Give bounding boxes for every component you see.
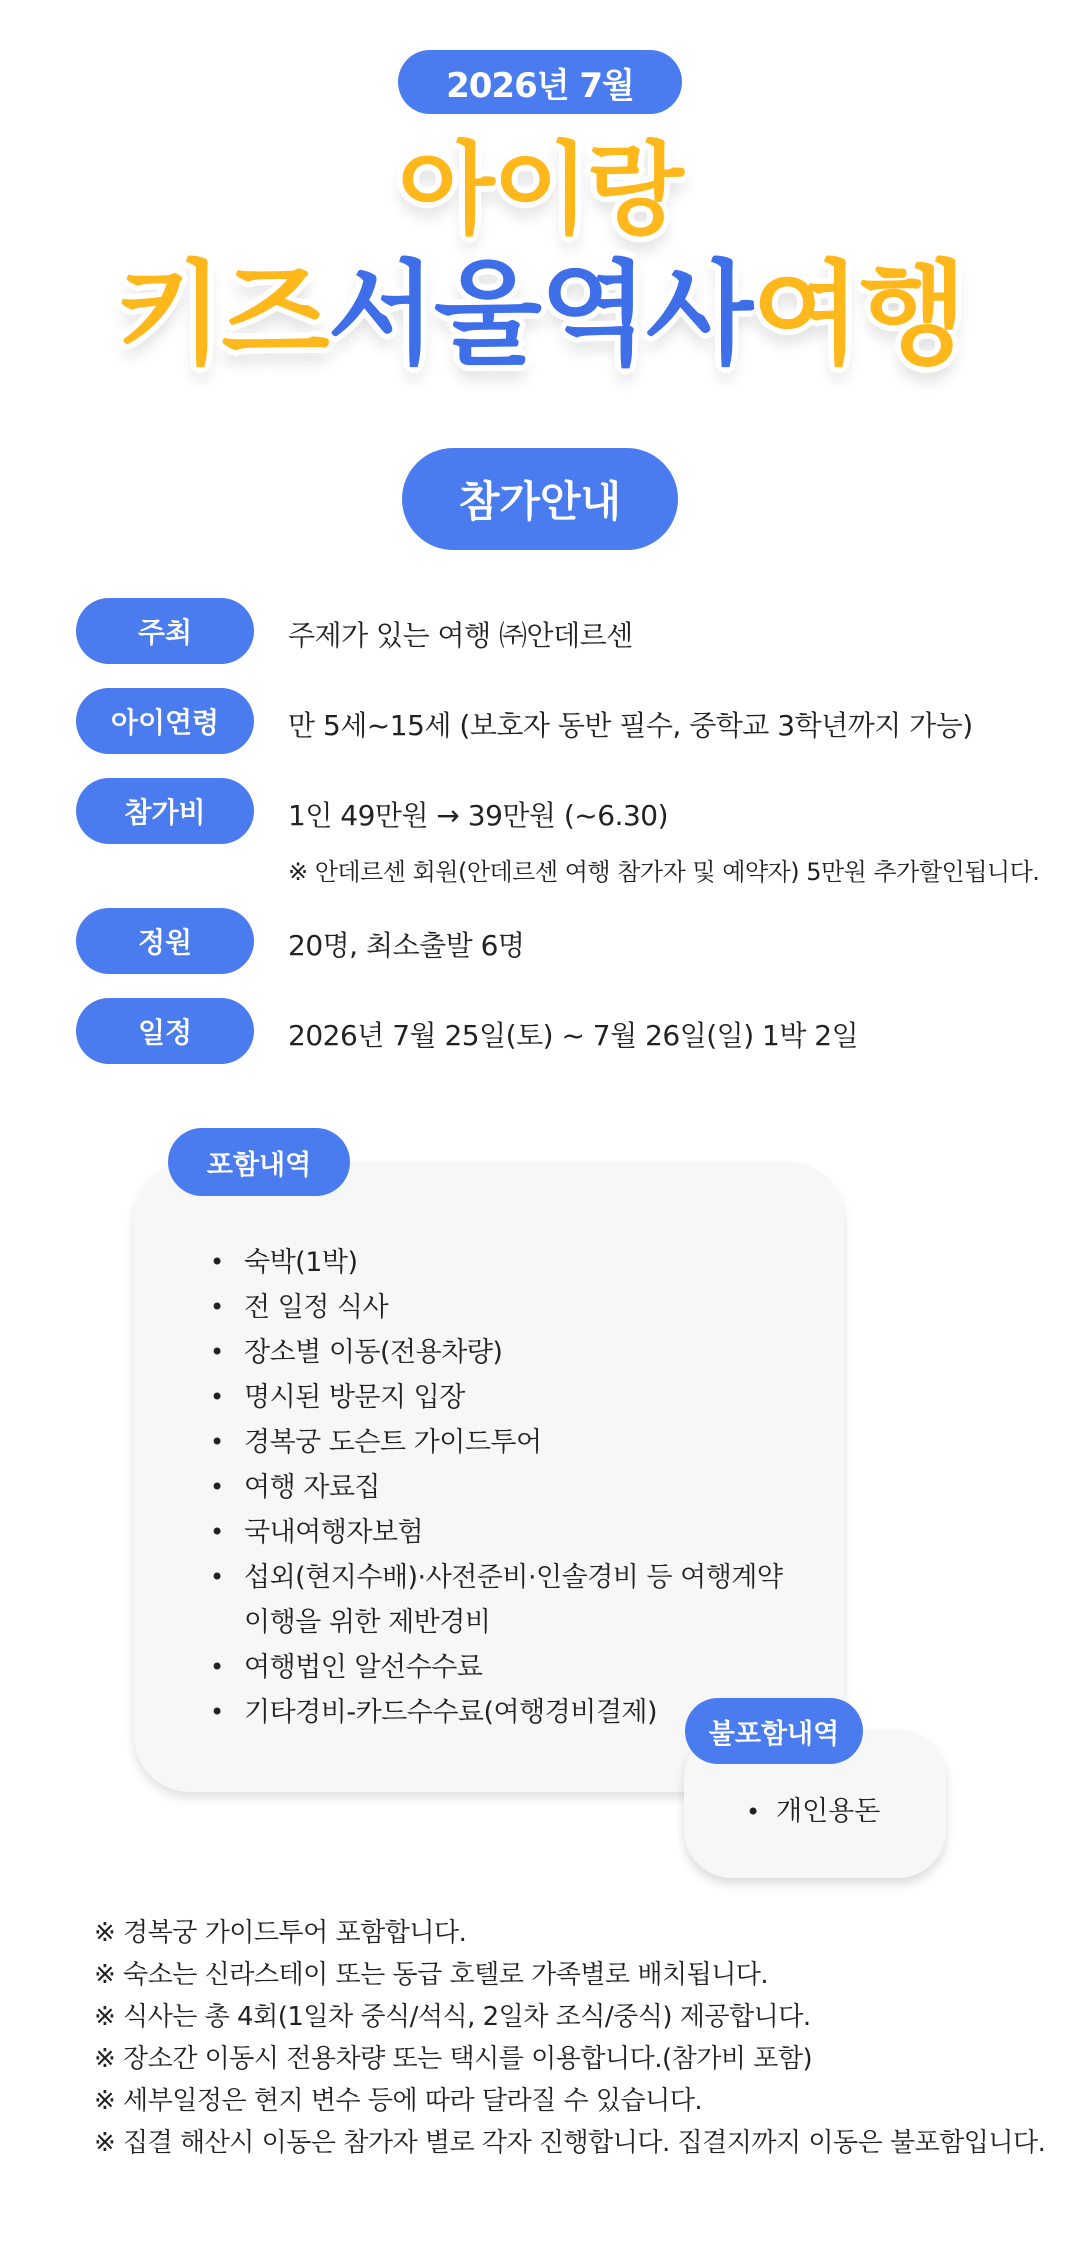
info-value-fee: 1인 49만원 → 39만원 (~6.30): [288, 799, 669, 832]
note-item: ※ 숙소는 신라스테이 또는 동급 호텔로 가족별로 배치됩니다.: [94, 1960, 769, 1990]
list-item: • 기타경비-카드수수료(여행경비결제): [210, 1690, 782, 1735]
info-note-fee-discount: ※ 안데르센 회원(안데르센 여행 참가자 및 예약자) 5만원 추가할인됩니다.: [288, 858, 1040, 886]
info-value-host: 주제가 있는 여행 ㈜안데르센: [288, 619, 633, 652]
title-kids: 키즈: [115, 250, 328, 380]
section-title-participation-info: 참가안내: [402, 448, 678, 550]
info-label-schedule: 일정: [76, 998, 254, 1064]
info-label-capacity: 정원: [76, 908, 254, 974]
info-value-schedule: 2026년 7월 25일(토) ~ 7월 26일(일) 1박 2일: [288, 1019, 859, 1052]
title-travel: 여행: [752, 250, 965, 380]
list-item: • 경복궁 도슨트 가이드투어: [210, 1420, 782, 1465]
info-label-host: 주최: [76, 598, 254, 664]
info-value-age: 만 5세~15세 (보호자 동반 필수, 중학교 3학년까지 가능): [288, 709, 973, 742]
excluded-list: [746, 1792, 880, 1832]
excluded-label: 불포함내역: [685, 1698, 863, 1764]
title-line-1: [0, 130, 1080, 250]
list-item: • 개인용돈: [746, 1792, 880, 1832]
note-item: ※ 경복궁 가이드투어 포함합니다.: [94, 1918, 467, 1948]
list-item: • 명시된 방문지 입장: [210, 1375, 782, 1420]
date-badge: 2026년 7월: [398, 50, 682, 114]
list-item: • 국내여행자보험: [210, 1510, 782, 1555]
note-item: ※ 세부일정은 현지 변수 등에 따라 달라질 수 있습니다.: [94, 2086, 703, 2116]
list-item: • 여행법인 알선수수료: [210, 1645, 782, 1690]
title-line-2: [0, 245, 1080, 385]
info-label-age: 아이연령: [76, 688, 254, 754]
included-list: [210, 1240, 782, 1735]
title-aiirang: 아이랑: [398, 131, 682, 248]
list-item: • 전 일정 식사: [210, 1285, 782, 1330]
note-item: ※ 식사는 총 4회(1일차 중식/석식, 2일차 조식/중식) 제공합니다.: [94, 2002, 811, 2032]
list-item: • 장소별 이동(전용차량): [210, 1330, 782, 1375]
info-value-capacity: 20명, 최소출발 6명: [288, 929, 525, 962]
note-item: ※ 장소간 이동시 전용차량 또는 택시를 이용합니다.(참가비 포함): [94, 2044, 813, 2074]
list-item-text: 섭외(현지수배)·사전준비·인솔경비 등 여행계약: [244, 1562, 783, 1593]
title-seoul-history: 서울역사: [327, 250, 753, 380]
included-label: 포함내역: [168, 1128, 350, 1196]
info-label-fee: 참가비: [76, 778, 254, 844]
notes-list: [94, 1912, 1045, 2164]
note-item: ※ 집결 해산시 이동은 참가자 별로 각자 진행합니다. 집결지까지 이동은 불포함입니다.: [94, 2128, 1046, 2158]
list-item: [210, 1555, 782, 1645]
list-item-continuation: 이행을 위한 제반경비: [244, 1607, 491, 1638]
list-item: • 숙박(1박): [210, 1240, 782, 1285]
list-item: • 여행 자료집: [210, 1465, 782, 1510]
